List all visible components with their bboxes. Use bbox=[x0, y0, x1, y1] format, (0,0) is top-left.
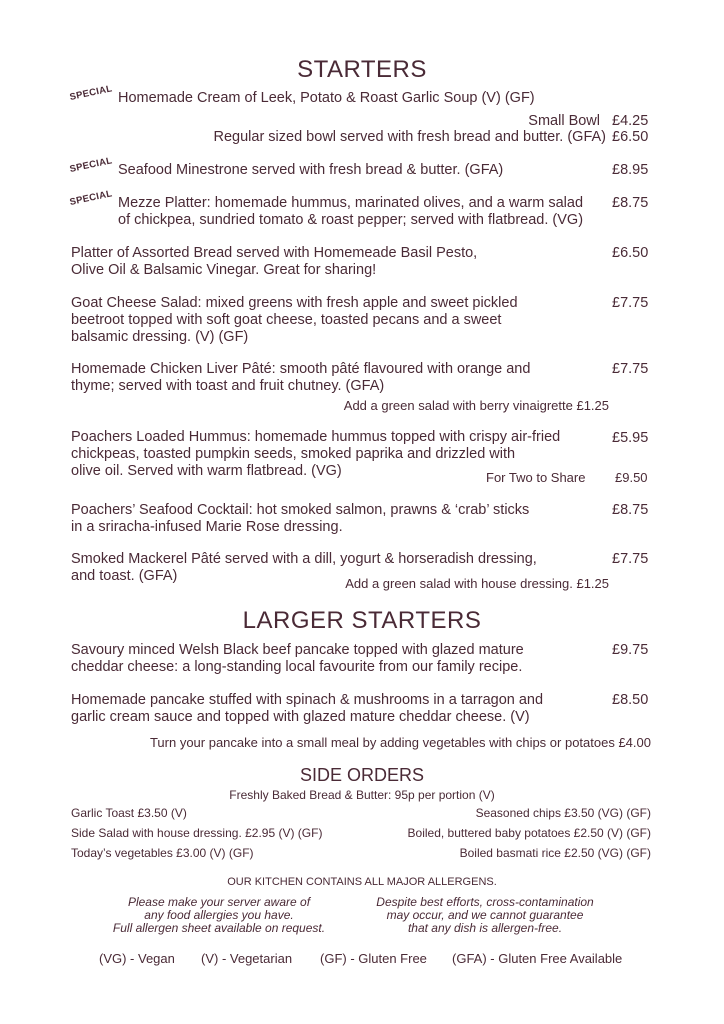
mackerel-price: £7.75 bbox=[612, 551, 649, 567]
side-bread: Freshly Baked Bread & Butter: 95p per portion (V) bbox=[229, 788, 495, 802]
larger-starters-title: LARGER STARTERS bbox=[242, 607, 482, 634]
special-badge: SPECIAL bbox=[68, 155, 114, 175]
spinach-line1: Homemade pancake stuffed with spinach & mushrooms in a tarragon and bbox=[71, 692, 544, 708]
bread-line2: Olive Oil & Balsamic Vinegar. Great for sharing! bbox=[71, 262, 377, 278]
beef-line1: Savoury minced Welsh Black beef pancake topped with glazed mature bbox=[71, 642, 524, 658]
side-right-item: Seasoned chips £3.50 (VG) (GF) bbox=[475, 806, 651, 820]
allergen-right-line: may occur, and we cannot guarantee bbox=[386, 908, 584, 922]
hummus-line2: chickpeas, toasted pumpkin seeds, smoked paprika and drizzled with bbox=[71, 446, 516, 462]
side-left-item: Side Salad with house dressing. £2.95 (V) (GF) bbox=[71, 826, 323, 840]
soup-name: Homemade Cream of Leek, Potato & Roast Garlic Soup (V) (GF) bbox=[118, 90, 535, 106]
side-right-item: Boiled basmati rice £2.50 (VG) (GF) bbox=[459, 846, 651, 860]
mackerel-addon: Add a green salad with house dressing. £1.25 bbox=[345, 576, 609, 591]
cocktail-price: £8.75 bbox=[612, 502, 649, 518]
allergen-right-line: that any dish is allergen-free. bbox=[407, 921, 563, 935]
special-badge: SPECIAL bbox=[68, 188, 114, 208]
allergen-left-line: Please make your server aware of bbox=[127, 895, 311, 909]
allergen-left-line: Full allergen sheet available on request. bbox=[112, 921, 326, 935]
spinach-line2: garlic cream sauce and topped with glazed mature cheddar cheese. (V) bbox=[71, 709, 530, 725]
side-right-item: Boiled, buttered baby potatoes £2.50 (V) (GF) bbox=[407, 826, 651, 840]
hummus-share-label: For Two to Share bbox=[486, 470, 586, 485]
pate-line2: thyme; served with toast and fruit chutney. (GFA) bbox=[71, 378, 385, 394]
pate-price: £7.75 bbox=[612, 361, 649, 377]
side-left-item: Today’s vegetables £3.00 (V) (GF) bbox=[71, 846, 254, 860]
legend-item: (VG) - Vegan bbox=[99, 951, 175, 966]
soup-small-price: £4.25 bbox=[612, 113, 649, 129]
minestrone-desc: Seafood Minestrone served with fresh bread & butter. (GFA) bbox=[118, 162, 504, 178]
bread-price: £6.50 bbox=[612, 245, 649, 261]
goat-line1: Goat Cheese Salad: mixed greens with fresh apple and sweet pickled bbox=[71, 295, 518, 311]
pate-addon: Add a green salad with berry vinaigrette £1.25 bbox=[343, 398, 609, 413]
minestrone-price: £8.95 bbox=[612, 162, 649, 178]
side-orders-title: SIDE ORDERS bbox=[299, 765, 425, 785]
beef-price: £9.75 bbox=[612, 642, 649, 658]
pancake-meal-note: Turn your pancake into a small meal by adding vegetables with chips or potatoes £4.00 bbox=[149, 735, 651, 750]
legend-item: (V) - Vegetarian bbox=[201, 951, 293, 966]
mezze-line1: Mezze Platter: homemade hummus, marinated olives, and a warm salad bbox=[118, 195, 584, 211]
allergen-left-line: any food allergies you have. bbox=[144, 908, 294, 922]
mezze-line2: of chickpea, sundried tomato & roast pepper; served with flatbread. (VG) bbox=[118, 212, 584, 228]
bread-line1: Platter of Assorted Bread served with Homemeade Basil Pesto, bbox=[71, 245, 478, 261]
goat-price: £7.75 bbox=[612, 295, 649, 311]
side-left-item: Garlic Toast £3.50 (V) bbox=[71, 806, 187, 820]
beef-line2: cheddar cheese: a long-standing local favourite from our family recipe. bbox=[71, 659, 523, 675]
mackerel-line2: and toast. (GFA) bbox=[71, 568, 178, 584]
allergen-right-line: Despite best efforts, cross-contamination bbox=[376, 895, 594, 909]
hummus-price: £5.95 bbox=[612, 430, 649, 446]
legend-item: (GF) - Gluten Free bbox=[320, 951, 427, 966]
hummus-line1: Poachers Loaded Hummus: homemade hummus topped with crispy air-fried bbox=[71, 429, 561, 445]
special-badge: SPECIAL bbox=[68, 83, 114, 103]
spinach-price: £8.50 bbox=[612, 692, 649, 708]
starters-title: STARTERS bbox=[297, 56, 427, 83]
allergen-heading: OUR KITCHEN CONTAINS ALL MAJOR ALLERGENS. bbox=[227, 876, 497, 888]
legend-item: (GFA) - Gluten Free Available bbox=[452, 951, 623, 966]
mezze-price: £8.75 bbox=[612, 195, 649, 211]
hummus-share-price: £9.50 bbox=[615, 470, 648, 485]
soup-regular-desc: Regular sized bowl served with fresh bread and butter. (GFA) bbox=[213, 129, 606, 145]
soup-regular-price: £6.50 bbox=[612, 129, 649, 145]
cocktail-line2: in a sriracha-infused Marie Rose dressing. bbox=[71, 519, 343, 535]
soup-small-label: Small Bowl bbox=[528, 113, 600, 129]
mackerel-line1: Smoked Mackerel Pâté served with a dill, yogurt & horseradish dressing, bbox=[71, 551, 537, 567]
goat-line2: beetroot topped with soft goat cheese, toasted pecans and a sweet bbox=[71, 312, 502, 328]
cocktail-line1: Poachers’ Seafood Cocktail: hot smoked salmon, prawns & ‘crab’ sticks bbox=[71, 502, 530, 518]
goat-line3: balsamic dressing. (V) (GF) bbox=[71, 329, 249, 345]
pate-line1: Homemade Chicken Liver Pâté: smooth pâté flavoured with orange and bbox=[71, 361, 531, 377]
hummus-line3: olive oil. Served with warm flatbread. (VG) bbox=[71, 463, 342, 479]
